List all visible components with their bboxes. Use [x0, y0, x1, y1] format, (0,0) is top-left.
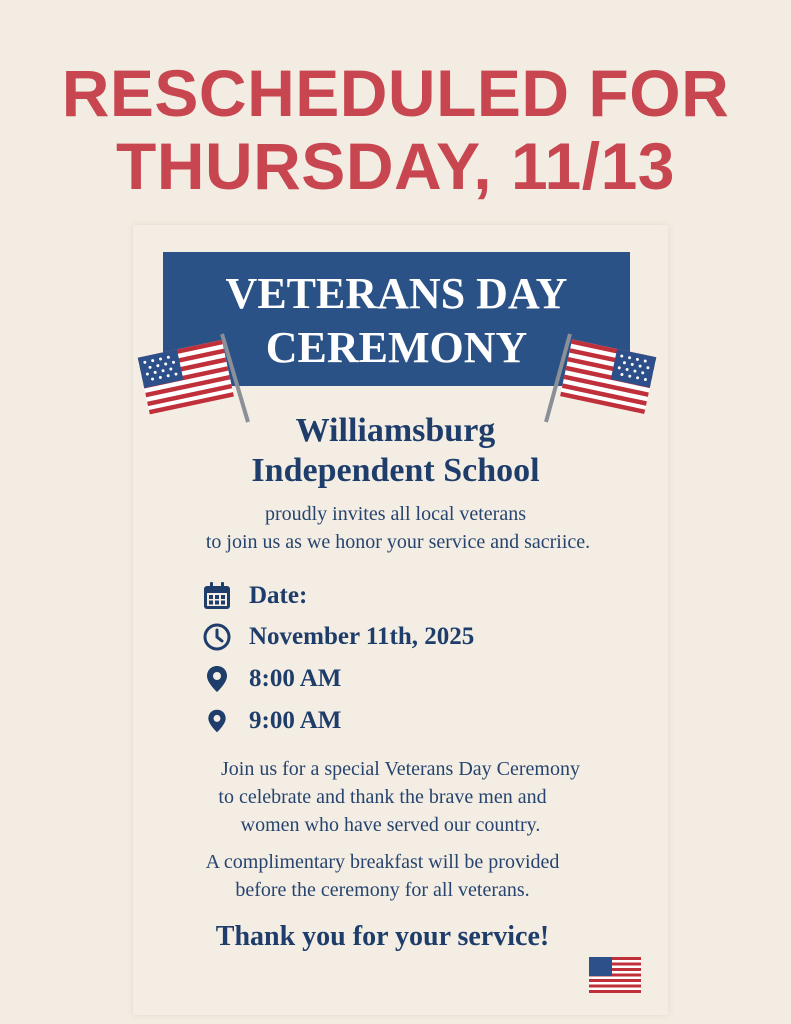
description-line1: Join us for a special Veterans Day Ceremony	[221, 758, 580, 780]
description-line3: women who have served our country.	[240, 814, 541, 836]
day-label: November 11th, 2025	[249, 623, 475, 650]
time-row-1	[200, 662, 341, 696]
school-name-line2: Independent School	[251, 452, 540, 489]
location-pin-icon	[200, 662, 234, 696]
banner-title-line2: CEREMONY	[265, 323, 528, 372]
date-label: Date:	[249, 582, 308, 609]
banner-title-line1: VETERANS DAY	[225, 269, 568, 318]
invitation-line1: proudly invites all local veterans	[264, 503, 527, 525]
time-label-1: 8:00 AM	[249, 665, 342, 692]
day-row	[200, 620, 474, 654]
rescheduled-headline-line1: RESCHEDULED FOR	[61, 56, 730, 130]
invitation-line2: to join us as we honor your service and sacriice.	[205, 531, 591, 553]
location-pin-icon	[200, 704, 234, 738]
closing-thanks: Thank you for your service!	[215, 921, 550, 952]
school-name-line1: Williamsburg	[295, 412, 496, 449]
clock-icon	[200, 620, 234, 654]
description-line2: to celebrate and thank the brave men and	[218, 786, 547, 808]
rescheduled-headline-line2: THURSDAY, 11/13	[116, 129, 675, 203]
calendar-icon	[200, 579, 234, 613]
time-row-2	[200, 704, 341, 738]
time-label-2: 9:00 AM	[249, 707, 342, 734]
small-flag-icon	[588, 956, 642, 994]
breakfast-line1: A complimentary breakfast will be provided	[205, 851, 560, 873]
date-row	[200, 579, 307, 613]
breakfast-line2: before the ceremony for all veterans.	[235, 879, 530, 901]
